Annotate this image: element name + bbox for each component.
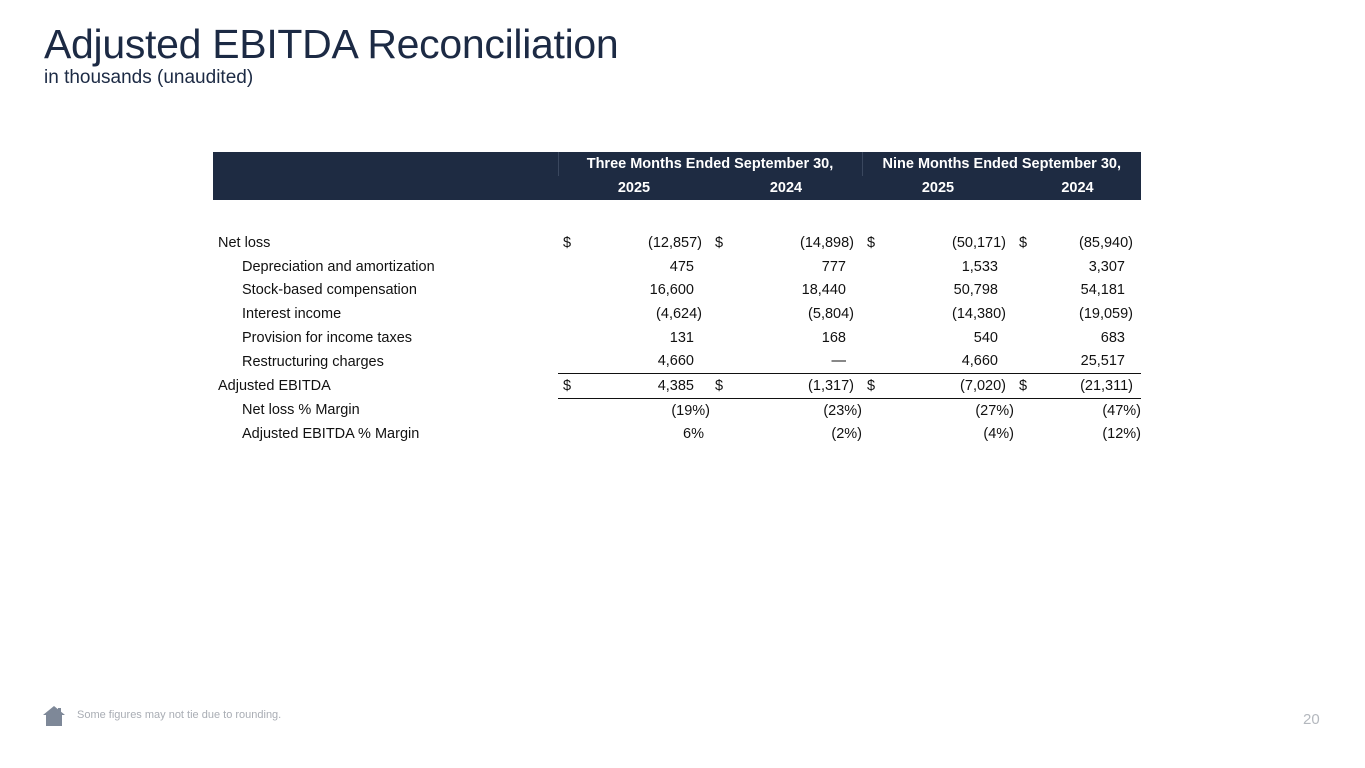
header-nine-months: Nine Months Ended September 30, xyxy=(862,152,1141,176)
header-year-row xyxy=(213,176,1141,200)
row-label: Net loss xyxy=(218,234,271,251)
page-number: 20 xyxy=(1303,711,1320,728)
value-cell: 4,660 xyxy=(657,353,694,370)
header-year-q-2025: 2025 xyxy=(558,176,710,200)
header-blank-cell xyxy=(213,152,558,176)
dollar-sign: $ xyxy=(715,234,724,251)
table-row-ebitda-margin xyxy=(213,423,1141,447)
header-three-months: Three Months Ended September 30, xyxy=(558,152,862,176)
value-cell: 3,307 xyxy=(1088,258,1125,275)
value-cell: 540 xyxy=(973,329,998,346)
value-cell: (14,898) xyxy=(799,234,854,251)
value-cell: 777 xyxy=(821,258,846,275)
table-row-depreciation xyxy=(213,255,1141,279)
value-cell: 475 xyxy=(669,258,694,275)
dollar-sign: $ xyxy=(1019,234,1028,251)
spacer-row xyxy=(213,200,1141,231)
value-cell: 4,385 xyxy=(588,374,710,399)
value-cell: (5,804) xyxy=(808,305,854,322)
dollar-sign: $ xyxy=(1014,374,1044,399)
value-cell: (14,380) xyxy=(951,305,1006,322)
dollar-sign: $ xyxy=(710,374,740,399)
header-year-q-2024: 2024 xyxy=(710,176,862,200)
value-cell: 18,440 xyxy=(801,282,846,299)
table-row-net-loss-margin xyxy=(213,398,1141,422)
row-label: Depreciation and amortization xyxy=(242,258,435,275)
row-label: Provision for income taxes xyxy=(242,329,413,346)
table-row-stock-comp xyxy=(213,278,1141,302)
value-cell: (23%) xyxy=(823,402,862,419)
ebitda-reconciliation-table xyxy=(213,152,1141,446)
value-cell: 25,517 xyxy=(1080,353,1125,370)
value-cell: 131 xyxy=(669,329,694,346)
header-year-9m-2025: 2025 xyxy=(862,176,1014,200)
value-cell: 683 xyxy=(1100,329,1125,346)
value-cell: 4,660 xyxy=(961,353,998,370)
value-cell: 6% xyxy=(683,426,704,443)
header-blank-cell xyxy=(213,176,558,200)
row-label: Adjusted EBITDA % Margin xyxy=(242,426,420,443)
value-cell: (4%) xyxy=(983,426,1014,443)
value-cell: (12,857) xyxy=(647,234,702,251)
value-cell: (85,940) xyxy=(1078,234,1133,251)
table-row-adjusted-ebitda xyxy=(213,374,1141,399)
value-cell: (1,317) xyxy=(740,374,862,399)
value-cell: — xyxy=(831,353,846,370)
row-label: Net loss % Margin xyxy=(242,402,360,419)
value-cell: (21,311) xyxy=(1044,374,1141,399)
value-cell: 16,600 xyxy=(649,282,694,299)
value-cell: (19,059) xyxy=(1078,305,1133,322)
row-label: Stock-based compensation xyxy=(242,282,417,299)
row-label: Adjusted EBITDA xyxy=(218,377,331,394)
row-label: Restructuring charges xyxy=(242,353,384,370)
row-label: Interest income xyxy=(242,305,342,322)
value-cell: (50,171) xyxy=(951,234,1006,251)
value-cell: (2%) xyxy=(831,426,862,443)
value-cell: 168 xyxy=(821,329,846,346)
page-subtitle: in thousands (unaudited) xyxy=(44,67,254,88)
dollar-sign: $ xyxy=(862,374,892,399)
table-row-income-taxes xyxy=(213,326,1141,350)
house-icon xyxy=(42,705,66,727)
table-row-restructuring xyxy=(213,349,1141,373)
footnote: Some figures may not tie due to rounding. xyxy=(77,709,282,721)
dollar-sign: $ xyxy=(867,234,876,251)
value-cell: (19%) xyxy=(671,402,710,419)
page-title: Adjusted EBITDA Reconciliation xyxy=(44,21,619,67)
header-group-row xyxy=(213,152,1141,176)
value-cell: (47%) xyxy=(1102,402,1141,419)
value-cell: 50,798 xyxy=(953,282,998,299)
dollar-sign: $ xyxy=(558,374,588,399)
value-cell: (7,020) xyxy=(892,374,1014,399)
dollar-sign: $ xyxy=(563,234,572,251)
value-cell: (4,624) xyxy=(656,305,702,322)
table-row-net-loss xyxy=(213,231,1141,255)
value-cell: 54,181 xyxy=(1080,282,1125,299)
table-row-interest-income xyxy=(213,302,1141,326)
value-cell: 1,533 xyxy=(961,258,998,275)
value-cell: (12%) xyxy=(1102,426,1141,443)
header-year-9m-2024: 2024 xyxy=(1014,176,1141,200)
value-cell: (27%) xyxy=(975,402,1014,419)
